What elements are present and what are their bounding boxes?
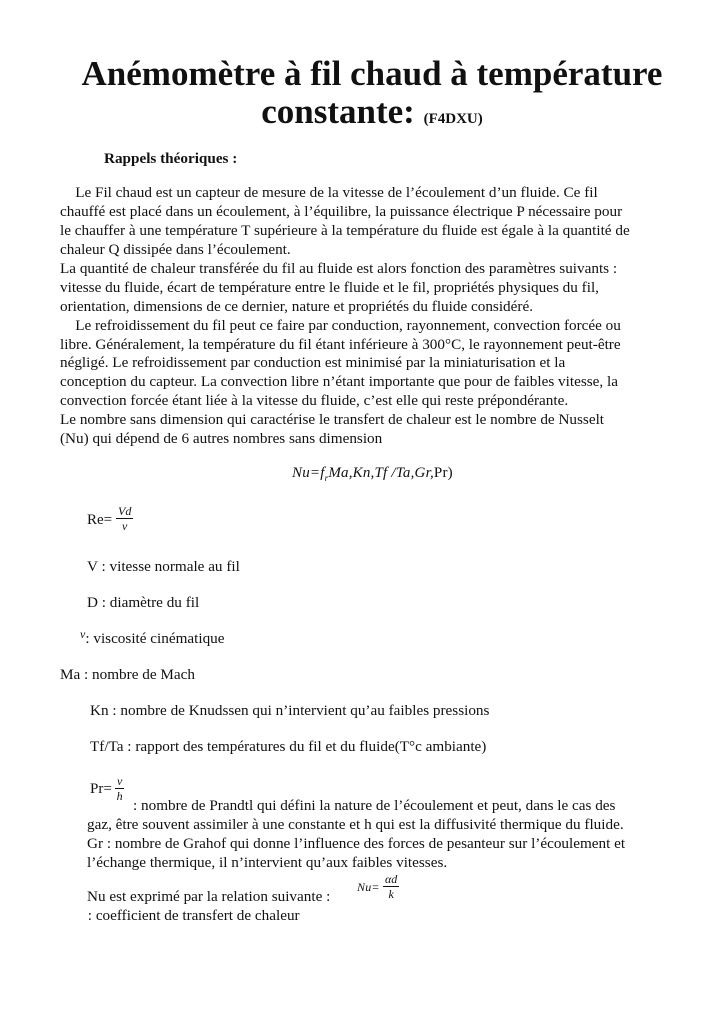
para-line: Le Fil chaud est un capteur de mesure de la vitesse de l’écoulement d’un fluide. Ce fil bbox=[60, 184, 598, 201]
gr-text-line: Gr : nombre de Grahof qui donne l’influence des forces de pesanteur sur l’écoulement et bbox=[87, 835, 626, 852]
pr-numerator: ν bbox=[117, 774, 123, 788]
nu-relation-denominator: k bbox=[388, 887, 394, 901]
nu-relation-text: Nu est exprimé par la relation suivante : bbox=[87, 888, 331, 905]
viscosity-text: : viscosité cinématique bbox=[85, 630, 225, 647]
para-line: vitesse du fluide, écart de température entre le fluide et le fil, propriétés physiques du fil, bbox=[60, 279, 599, 296]
nu-function-left: Nu=f bbox=[292, 465, 325, 481]
definition-ma: Ma : nombre de Mach bbox=[60, 666, 195, 683]
para-line: convection forcée étant liée à la vitesse du fluide, c’est elle qui reste prépondérante. bbox=[60, 392, 569, 409]
para-line: Le refroidissement du fil peut ce faire par conduction, rayonnement, convection forcée ou bbox=[60, 317, 621, 334]
nu-relation-fraction bbox=[383, 873, 399, 900]
nu-function-last: Pr) bbox=[433, 465, 453, 481]
para-line: chauffé est placé dans un écoulement, à l’équilibre, la puissance électrique P nécessaire pour bbox=[60, 203, 623, 220]
nu-relation-numerator: αd bbox=[385, 872, 398, 886]
nu-relation-lhs: Nu= bbox=[357, 880, 380, 894]
para-line: La quantité de chaleur transférée du fil au fluide est alors fonction des paramètres suivants : bbox=[60, 260, 618, 277]
section-heading: Rappels théoriques : bbox=[104, 150, 238, 167]
page-title-line2 bbox=[0, 93, 724, 138]
para-line: chaleur Q dissipée dans l’écoulement. bbox=[60, 241, 291, 258]
page-title-word: constante: bbox=[261, 92, 415, 131]
para-line: Le nombre sans dimension qui caractérise le transfert de chaleur est le nombre de Nusselt bbox=[60, 411, 605, 428]
para-line: négligé. Le refroidissement par conduction est minimisé par la miniaturisation et la bbox=[60, 354, 566, 371]
definition-tf: Tf/Ta : rapport des températures du fil et du fluide(T°c ambiante) bbox=[90, 738, 487, 755]
nu-symbol: ν bbox=[80, 627, 86, 641]
para-line: conception du capteur. La convection libre n’étant importante que pour de faibles vitesse, la bbox=[60, 373, 618, 390]
re-formula-lhs: Re= bbox=[87, 512, 113, 528]
pr-text-line: gaz, être souvent assimiler à une constante et h qui est la diffusivité thermique du fluide. bbox=[87, 816, 624, 833]
para-line: orientation, dimensions de ce dernier, nature et propriétés du fluide considéré. bbox=[60, 298, 533, 315]
pr-text-line: : nombre de Prandtl qui défini la nature de l’écoulement et peut, dans le cas des bbox=[133, 797, 616, 814]
re-denominator: ν bbox=[122, 519, 128, 533]
re-numerator: Vd bbox=[118, 504, 132, 518]
gr-text-line: l’échange thermique, il n’intervient qu’aux faibles vitesses. bbox=[87, 854, 448, 871]
para-line: libre. Généralement, la température du fil étant inférieure à 300°C, le rayonnement peut-être bbox=[60, 336, 621, 353]
pr-formula-fraction bbox=[115, 775, 124, 802]
definition-kn: Kn : nombre de Knudssen qui n’intervient qu’au faibles pressions bbox=[90, 702, 490, 719]
pr-formula-lhs: Pr= bbox=[90, 781, 112, 797]
re-formula-fraction bbox=[116, 505, 133, 532]
para-line: le chauffer à une température T supérieure à la température du fluide est égale à la quantité de bbox=[60, 222, 630, 239]
definition-viscosity bbox=[80, 627, 225, 649]
definition-d: D : diamètre du fil bbox=[87, 594, 200, 611]
para-line: (Nu) qui dépend de 6 autres nombres sans dimension bbox=[60, 430, 383, 447]
author-tag: (F4DXU) bbox=[423, 111, 483, 127]
nu-function-sub: r bbox=[324, 473, 329, 483]
definition-v: V : vitesse normale au fil bbox=[87, 558, 240, 575]
page-title-line1: Anémomètre à fil chaud à température bbox=[81, 54, 663, 93]
nu-function-args: Ma,Kn,Tf /Ta,Gr, bbox=[328, 465, 434, 481]
nusselt-function-formula bbox=[292, 465, 453, 483]
coefficient-text: : coefficient de transfert de chaleur bbox=[84, 907, 300, 924]
pr-denominator: h bbox=[116, 789, 123, 803]
